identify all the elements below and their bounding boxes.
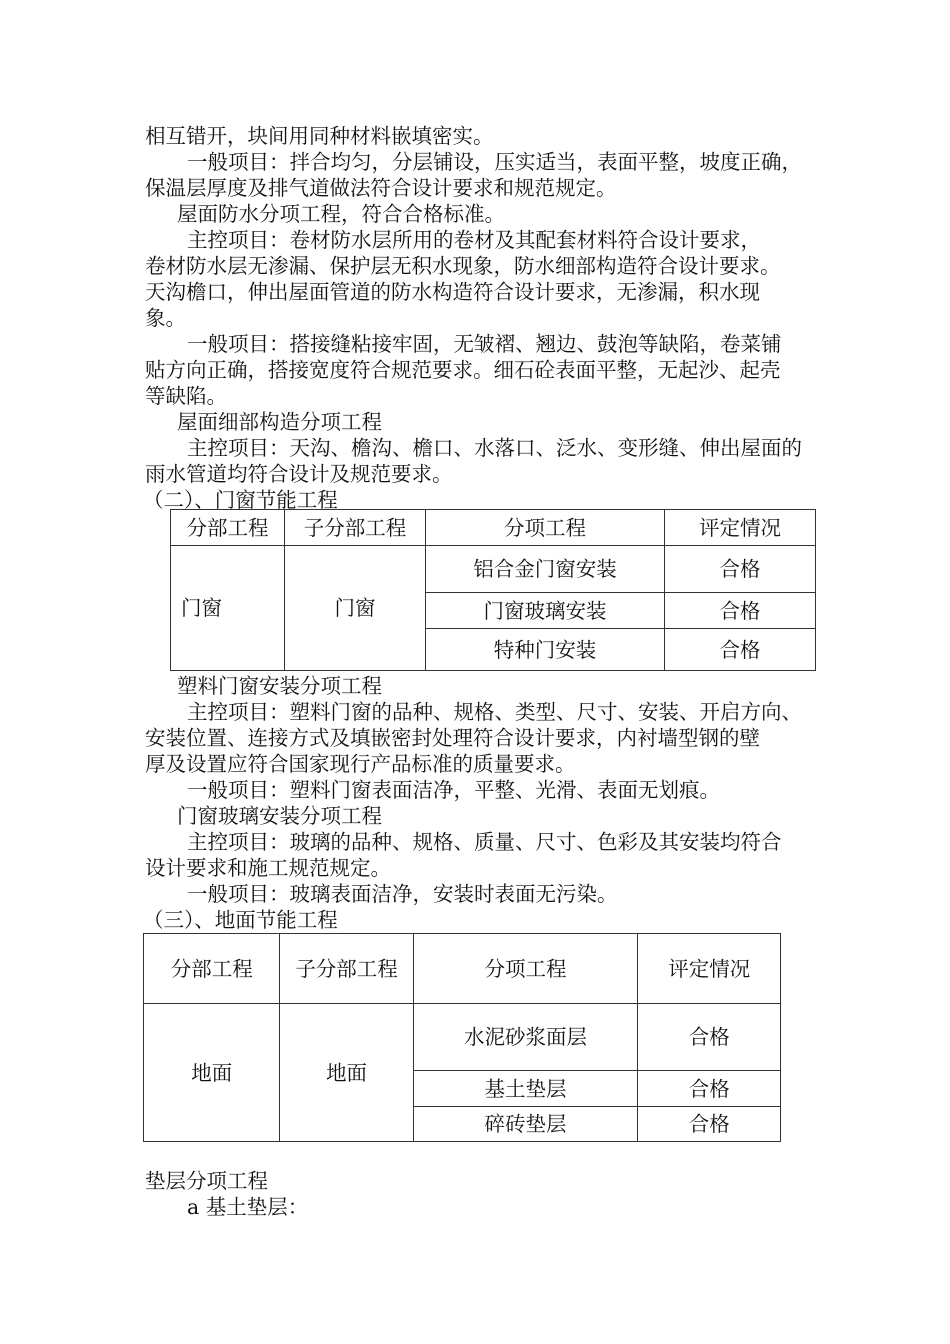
table-row [171, 546, 816, 593]
doors-windows-table [170, 509, 816, 671]
paragraph-line: 象。 [145, 306, 186, 330]
paragraph-line: 主控项目：天沟、檐沟、檐口、水落口、泛水、变形缝、伸出屋面的 [187, 436, 802, 460]
paragraph-line: 保温层厚度及排气道做法符合设计要求和规范规定。 [145, 176, 617, 200]
item-cell: 水泥砂浆面层 [413, 1004, 638, 1071]
result-cell: 合格 [638, 1071, 781, 1107]
paragraph-line: 一般项目：拌合均匀，分层铺设，压实适当，表面平整，坡度正确， [187, 150, 802, 174]
floor-table [143, 933, 781, 1142]
paragraph-line: 设计要求和施工规范规定。 [145, 856, 391, 880]
table-header-cell: 评定情况 [638, 934, 781, 1004]
subdivision-cell: 门窗 [285, 546, 426, 671]
paragraph-line: 一般项目：搭接缝粘接牢固，无皱褶、翘边、鼓泡等缺陷，卷菜铺 [187, 332, 782, 356]
section-title: （三）、地面节能工程 [143, 908, 338, 932]
paragraph-line: 主控项目：塑料门窗的品种、规格、类型、尺寸、安装、开启方向、 [187, 700, 802, 724]
paragraph-line: 雨水管道均符合设计及规范要求。 [145, 462, 453, 486]
table-header-cell: 分部工程 [144, 934, 280, 1004]
paragraph-line: 卷材防水层无渗漏、保护层无积水现象，防水细部构造符合设计要求。 [145, 254, 781, 278]
table-row [144, 1004, 781, 1071]
paragraph-line: 贴方向正确，搭接宽度符合规范要求。细石砼表面平整，无起沙、起壳 [145, 358, 781, 382]
item-cell: 铝合金门窗安装 [426, 546, 665, 593]
item-cell: 门窗玻璃安装 [426, 593, 665, 629]
table-header-cell: 分部工程 [171, 510, 285, 546]
result-cell: 合格 [665, 593, 816, 629]
section-title: （二）、门窗节能工程 [143, 488, 338, 512]
item-cell: 碎砖垫层 [413, 1107, 638, 1142]
paragraph-line: 相互错开，块间用同种材料嵌填密实。 [145, 124, 494, 148]
paragraph-line: 主控项目：玻璃的品种、规格、质量、尺寸、色彩及其安装均符合 [187, 830, 782, 854]
section-heading: 门窗玻璃安装分项工程 [177, 804, 382, 828]
paragraph-line: 厚及设置应符合国家现行产品标准的质量要求。 [145, 752, 576, 776]
subdivision-cell: 地面 [280, 1004, 413, 1142]
result-cell: 合格 [665, 629, 816, 671]
result-cell: 合格 [665, 546, 816, 593]
paragraph-line: 一般项目：玻璃表面洁净，安装时表面无污染。 [187, 882, 618, 906]
paragraph-line: 天沟檐口，伸出屋面管道的防水构造符合设计要求，无渗漏，积水现 [145, 280, 760, 304]
table-header-cell: 分项工程 [413, 934, 638, 1004]
paragraph-line: 一般项目：塑料门窗表面洁净，平整、光滑、表面无划痕。 [187, 778, 720, 802]
section-heading: 垫层分项工程 [145, 1169, 268, 1193]
result-cell: 合格 [638, 1107, 781, 1142]
paragraph-line: 安装位置、连接方式及填嵌密封处理符合设计要求，内衬墙型钢的壁 [145, 726, 760, 750]
division-cell: 地面 [144, 1004, 280, 1142]
table-header-row [144, 934, 781, 1004]
table-header-cell: 子分部工程 [280, 934, 413, 1004]
table-header-cell: 分项工程 [426, 510, 665, 546]
paragraph-line: 等缺陷。 [145, 384, 227, 408]
item-cell: 特种门安装 [426, 629, 665, 671]
paragraph-line: a 基土垫层： [187, 1195, 309, 1219]
section-heading: 屋面防水分项工程，符合合格标准。 [177, 202, 505, 226]
paragraph-line: 主控项目：卷材防水层所用的卷材及其配套材料符合设计要求， [187, 228, 761, 252]
result-cell: 合格 [638, 1004, 781, 1071]
division-cell: 门窗 [171, 546, 285, 671]
item-cell: 基土垫层 [413, 1071, 638, 1107]
section-heading: 塑料门窗安装分项工程 [177, 674, 382, 698]
table-header-cell: 子分部工程 [285, 510, 426, 546]
section-heading: 屋面细部构造分项工程 [177, 410, 382, 434]
table-header-cell: 评定情况 [665, 510, 816, 546]
table-header-row [171, 510, 816, 546]
